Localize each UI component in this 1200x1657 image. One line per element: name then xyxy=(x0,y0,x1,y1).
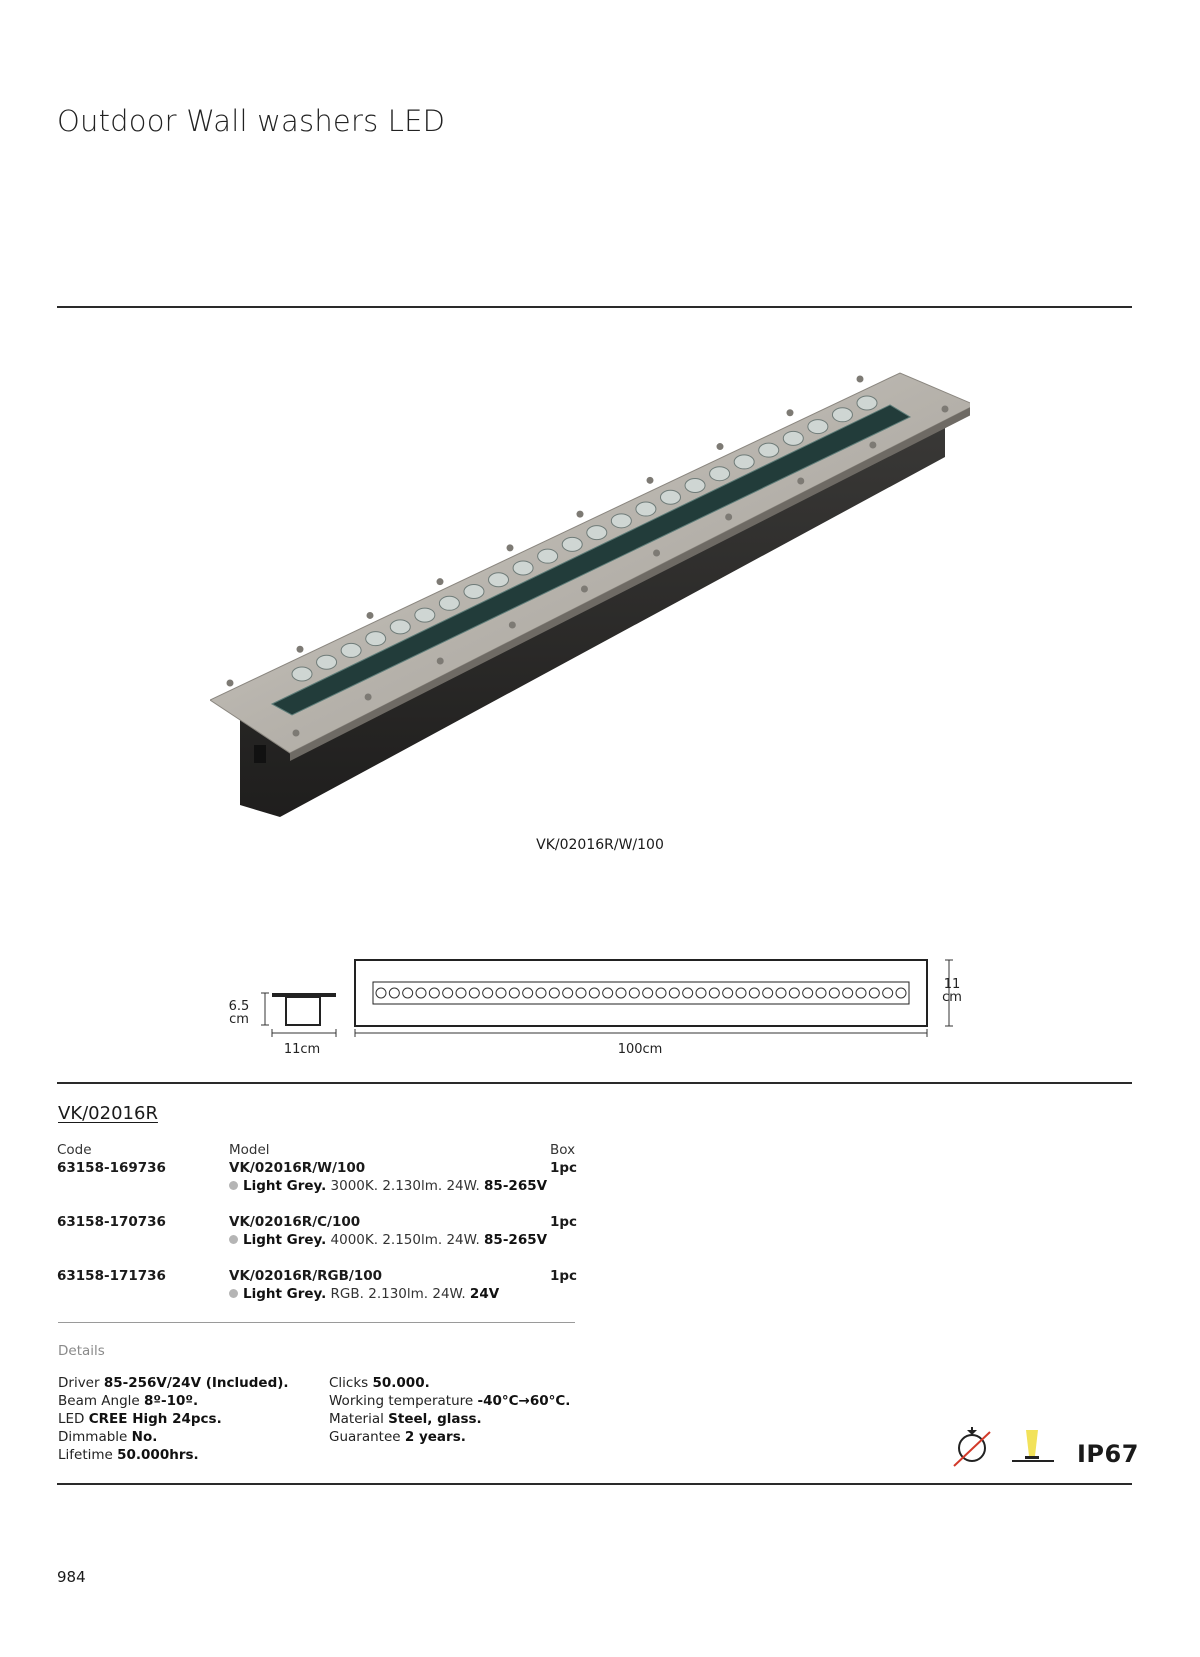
frame-screw xyxy=(437,578,444,585)
frame-screw xyxy=(577,511,584,518)
diagram-led xyxy=(709,988,719,998)
row-model: VK/02016R/RGB/100 xyxy=(229,1268,383,1284)
frame-screw xyxy=(647,477,654,484)
diagram-led-group xyxy=(376,988,906,998)
diagram-led xyxy=(643,988,653,998)
page-number: 984 xyxy=(57,1568,86,1586)
row-box: 1pc xyxy=(550,1160,578,1176)
product-led xyxy=(415,608,435,622)
product-led xyxy=(513,561,533,575)
diagram-led xyxy=(843,988,853,998)
row-model: VK/02016R/W/100 xyxy=(229,1160,366,1176)
detail-led: LED CREE High 24pcs. xyxy=(58,1411,222,1427)
diagram-led xyxy=(416,988,426,998)
header-model: Model xyxy=(229,1142,270,1158)
product-led xyxy=(734,455,754,469)
product-led xyxy=(292,667,312,681)
detail-dimmable: Dimmable No. xyxy=(58,1429,158,1445)
product-led xyxy=(390,620,410,634)
diagram-led xyxy=(723,988,733,998)
side-width-label: 11cm xyxy=(283,1042,321,1057)
detail-guarantee: Guarantee 2 years. xyxy=(329,1429,466,1445)
frame-screw xyxy=(857,376,864,383)
product-led xyxy=(759,443,779,457)
diagram-led xyxy=(629,988,639,998)
section-divider xyxy=(57,1082,1132,1084)
diagram-led xyxy=(376,988,386,998)
row-model: VK/02016R/C/100 xyxy=(229,1214,361,1230)
header-box: Box xyxy=(550,1142,576,1158)
diagram-led xyxy=(563,988,573,998)
details-left-column xyxy=(58,1374,289,1464)
frame-screw xyxy=(437,658,444,665)
frame-screw xyxy=(869,442,876,449)
detail-material: Material Steel, glass. xyxy=(329,1411,482,1427)
frame-screw xyxy=(787,409,794,416)
diagram-led xyxy=(776,988,786,998)
diagram-led xyxy=(803,988,813,998)
diagram-led xyxy=(736,988,746,998)
product-led xyxy=(587,526,607,540)
diagram-led xyxy=(509,988,519,998)
detail-working-temperature: Working temperature -40°C→60°C. xyxy=(329,1393,571,1409)
diagram-led xyxy=(749,988,759,998)
frame-screw xyxy=(293,730,300,737)
diagram-led xyxy=(683,988,693,998)
frame-screw xyxy=(365,694,372,701)
diagram-led xyxy=(603,988,613,998)
product-led xyxy=(317,655,337,669)
frame-screw xyxy=(227,680,234,687)
diagram-led xyxy=(496,988,506,998)
product-led xyxy=(562,537,582,551)
row-spec: Light Grey. 3000K. 2.130lm. 24W. 85-265V xyxy=(229,1178,547,1194)
frame-screw xyxy=(942,406,949,413)
detail-clicks: Clicks 50.000. xyxy=(329,1375,430,1391)
diagram-led xyxy=(816,988,826,998)
housing-port xyxy=(254,745,266,763)
detail-lifetime: Lifetime 50.000hrs. xyxy=(58,1447,199,1463)
detail-driver: Driver 85-256V/24V (Included). xyxy=(58,1375,289,1391)
length-label: 100cm xyxy=(617,1042,663,1057)
page-title: Outdoor Wall washers LED xyxy=(57,104,446,138)
product-led xyxy=(857,396,877,410)
top-view-strip xyxy=(373,982,909,1004)
frame-screw xyxy=(297,646,304,653)
product-led xyxy=(538,549,558,563)
diagram-led xyxy=(403,988,413,998)
row-code: 63158-171736 xyxy=(57,1268,166,1284)
side-view-body xyxy=(286,997,320,1025)
frame-screw xyxy=(653,550,660,557)
row-code: 63158-170736 xyxy=(57,1214,166,1230)
diagram-led xyxy=(589,988,599,998)
detail-beam-angle: Beam Angle 8º-10º. xyxy=(58,1393,199,1409)
diagram-led xyxy=(789,988,799,998)
top-divider xyxy=(57,306,1132,308)
product-led xyxy=(366,632,386,646)
diagram-led xyxy=(656,988,666,998)
row-spec: Light Grey. RGB. 2.130lm. 24W. 24V xyxy=(229,1286,499,1302)
details-right-column xyxy=(329,1374,570,1446)
dimension-diagram xyxy=(220,945,980,1055)
product-led xyxy=(489,573,509,587)
product-led xyxy=(464,585,484,599)
product-led xyxy=(808,420,828,434)
table-divider xyxy=(58,1322,575,1323)
diagram-led xyxy=(549,988,559,998)
diagram-led xyxy=(616,988,626,998)
diagram-led xyxy=(763,988,773,998)
finish-swatch xyxy=(229,1289,238,1298)
diagram-led xyxy=(896,988,906,998)
product-led xyxy=(611,514,631,528)
diagram-led xyxy=(669,988,679,998)
row-box: 1pc xyxy=(550,1268,578,1284)
product-led xyxy=(636,502,656,516)
diagram-led xyxy=(456,988,466,998)
frame-screw xyxy=(581,586,588,593)
row-code: 63158-169736 xyxy=(57,1160,166,1176)
frame-screw xyxy=(797,478,804,485)
diagram-led xyxy=(469,988,479,998)
product-led xyxy=(660,490,680,504)
finish-swatch xyxy=(229,1181,238,1190)
product-photo xyxy=(210,365,970,825)
header-code: Code xyxy=(57,1142,92,1158)
recessed-light-icon xyxy=(1010,1424,1056,1468)
frame-screw xyxy=(507,544,514,551)
frame-screw xyxy=(509,622,516,629)
top-view-frame xyxy=(355,960,927,1026)
product-caption: VK/02016R/W/100 xyxy=(536,837,664,853)
product-led xyxy=(341,643,361,657)
bottom-divider xyxy=(57,1483,1132,1485)
height-label: 6.5 cm xyxy=(228,999,250,1027)
width-label: 11 cm xyxy=(942,977,962,1005)
product-led xyxy=(685,478,705,492)
diagram-led xyxy=(696,988,706,998)
diagram-led xyxy=(883,988,893,998)
row-spec: Light Grey. 4000K. 2.150lm. 24W. 85-265V xyxy=(229,1232,547,1248)
details-label: Details xyxy=(58,1343,105,1359)
frame-screw xyxy=(725,514,732,521)
diagram-led xyxy=(429,988,439,998)
diagram-led xyxy=(829,988,839,998)
ip-rating-label: IP67 xyxy=(1077,1440,1139,1468)
diagram-led xyxy=(443,988,453,998)
diagram-led xyxy=(869,988,879,998)
glass-strip xyxy=(272,405,910,715)
diagram-led xyxy=(389,988,399,998)
frame-screw xyxy=(717,443,724,450)
diagram-led xyxy=(536,988,546,998)
product-led xyxy=(783,431,803,445)
product-led xyxy=(832,408,852,422)
section-code: VK/02016R xyxy=(58,1103,158,1124)
finish-swatch xyxy=(229,1235,238,1244)
diagram-led xyxy=(523,988,533,998)
row-box: 1pc xyxy=(550,1214,578,1230)
diagram-led xyxy=(576,988,586,998)
frame-screw xyxy=(367,612,374,619)
dimmer-not-allowed-icon xyxy=(950,1424,996,1468)
product-led xyxy=(439,596,459,610)
diagram-led xyxy=(483,988,493,998)
product-led xyxy=(710,467,730,481)
diagram-led xyxy=(856,988,866,998)
